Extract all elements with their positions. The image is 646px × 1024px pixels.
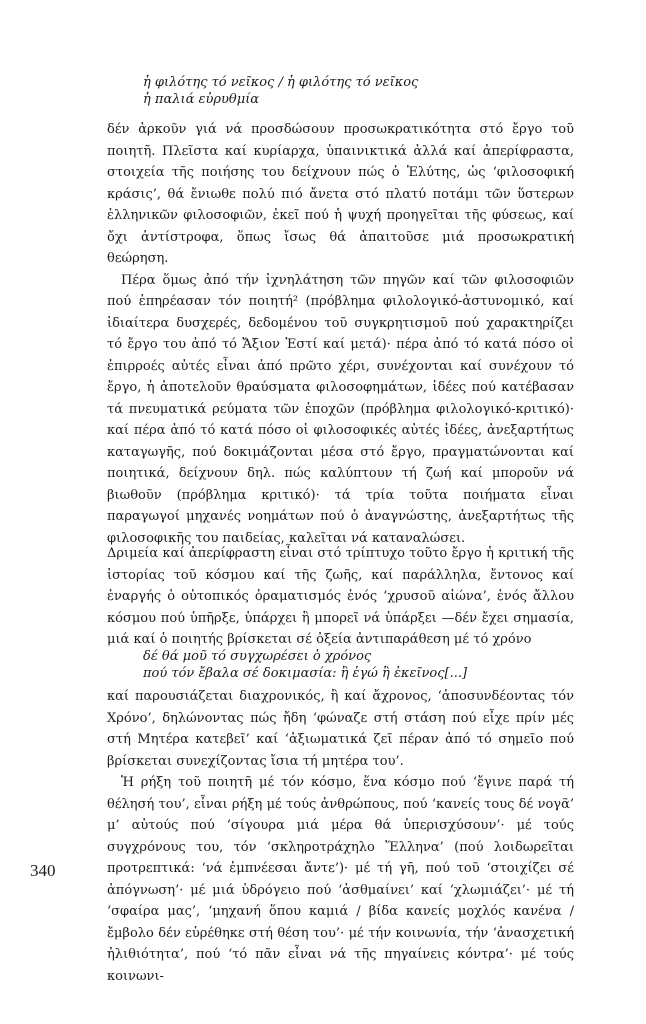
verse-line: πού τόν ἔβαλα σέ δοκιμασία: ἢ ἐγώ ἢ ἐκεῖνος[...]	[143, 666, 468, 681]
verse-line: δέ θά μοῦ τό συγχωρέσει ὁ χρόνος	[143, 649, 372, 664]
body-text-block-1	[107, 119, 574, 549]
paragraph: Δριμεία καί ἀπερίφραστη εἶναι στό τρίπτυχο τοῦτο ἔργο ἡ κριτική τῆς ἱστορίας τοῦ κόσμου καί τῆς ζωῆς, καί παράλληλα, ἔντονος καί ἐναργής ὁ οὐτοπικός ὁραματισμός ἑνός ‘χρυσοῦ αἰώνα’, ἑνός ἄλλου κόσμου πού ὑπῆρξε, ὑπάρχει ἢ μπορεῖ νά ὑπάρξει —δέν ἔχει σημασία, μιά καί ὁ ποιητής βρίσκεται σέ ὀξεία ἀντιπαράθεση μέ τό χρόνο	[107, 546, 574, 647]
verse-quote-top	[143, 74, 573, 108]
paragraph: Ἡ ρήξη τοῦ ποιητῆ μέ τόν κόσμο, ἕνα κόσμο πού ‘ἔγινε παρά τή θέλησή του’, εἶναι ρήξη μέ τούς ἀνθρώπους, πού ‘κανείς τους δέ νογᾶ’ μ’ αὐτούς πού ‘σίγουρα μιά μέρα θά ὑπερισχύσουν’· μέ τούς συγχρόνους του, τόν ‘σκληροτράχηλο Ἕλληνα’ (πού λοιδωρεῖται προτρεπτικά: ‘νά ἐμπνέεσαι ἄντε’)· μέ τή γῆ, πού τοῦ ‘στοιχίζει σέ ἀπόγνωση’· μέ μιά ὑδρόγειο πού ‘ἀσθμαίνει’ καί ‘χλωμιάζει’· μέ τή ‘σφαίρα μας’, ‘μηχανή ὅπου καμιά / βίδα κανείς μοχλός κανένα / ἔμβολο δέν εὑρέθηκε στή θέση του’· μέ τήν κοινωνία, τήν ‘ἀνασχετική ἠλιθιότητα’, πού ‘τό πᾶν εἶναι νά τῆς πηγαίνεις κόντρα’· μέ τούς κοινωνι-	[107, 775, 574, 984]
body-text-block-2	[107, 543, 574, 651]
verse-line: ἡ παλιά εὐρυθμία	[143, 92, 260, 107]
paragraph: δέν ἀρκοῦν γιά νά προσδώσουν προσωκρατικότητα στό ἔργο τοῦ ποιητῆ. Πλεῖστα καί κυρίαρχα, ὑπαινικτικά ἀλλά καί ἀπερίφραστα, στοιχεία τῆς ποιήσης του δείχνουν πώς ὁ Ἐλύτης, ὡς ‘φιλοσοφική κράσις’, θά ἔνιωθε πολύ πιό ἄνετα στό πλατύ ποτάμι τῶν ὕστερων ἑλληνικῶν φιλοσοφιῶν, ἐκεῖ πού ἡ ψυχή προηγεῖται τῆς φύσεως, καί ὄχι ἀντίστροφα, ὅπως ἴσως θά ἀπαιτοῦσε μιά προσωκρατική θεώρηση.	[107, 122, 574, 266]
verse-line: ἡ φιλότης τό νεῖκος / ἡ φιλότης τό νεῖκος	[143, 75, 419, 90]
verse-quote-middle	[143, 648, 573, 682]
body-text-block-3	[107, 686, 574, 987]
page-number: 340	[30, 861, 56, 880]
paragraph: καί παρουσιάζεται διαχρονικός, ἢ καί ἄχρονος, ‘ἀποσυνδέοντας τόν Χρόνο’, δηλώνοντας πώς ἤδη ‘φώναζε στή στάση πού εἶχε πρίν μές στή Μητέρα κατεβεῖ’ καί ‘ἀξιωματικά ζεῖ πέραν ἀπό τό σημεῖο πού βρίσκεται συνεχίζοντας ἴσια τή μητέρα του’.	[107, 689, 574, 769]
paragraph: Πέρα ὅμως ἀπό τήν ἰχνηλάτηση τῶν πηγῶν καί τῶν φιλοσοφιῶν πού ἐπηρέασαν τόν ποιητή² (πρόβλημα φιλολογικό-ἀστυνομικό, καί ἰδιαίτερα δυσχερές, δεδομένου τοῦ συγκρητισμοῦ πού χαρακτηρίζει τό ἔργο του ἀπό τό Ἄξιον Ἐστί καί μετά)· πέρα ἀπό τό κατά πόσο οἱ ἐπιρροές αὐτές εἶναι ἀπό πρῶτο χέρι, συνέχονται καί συνέχουν τό ἔργο, ἡ ἀποτελοῦν θραύσματα φιλοσοφημάτων, ἰδέες πού κατέβασαν τά πνευματικά ρεύματα τῶν ἐποχῶν (πρόβλημα φιλολογικό-κριτικό)· καί πέρα ἀπό τό κατά πόσο οἱ φιλοσοφικές αὐτές ἰδέες, ἀνεξαρτήτως καταγωγῆς, πού δοκιμάζονται μέσα στό ἔργο, πραγματώνονται καί ποιητικά, δείχνουν δηλ. πώς καλύπτουν τή ζωή καί μποροῦν νά βιωθοῦν (πρόβλημα κριτικό)· τά τρία τοῦτα ποιήματα εἶναι παραγωγοί μηχανές νοημάτων πού ὁ ἀναγνώστης, ἀνεξαρτήτως τῆς φιλοσοφικῆς του παιδείας, καλεῖται νά καταναλώσει.	[107, 272, 574, 546]
